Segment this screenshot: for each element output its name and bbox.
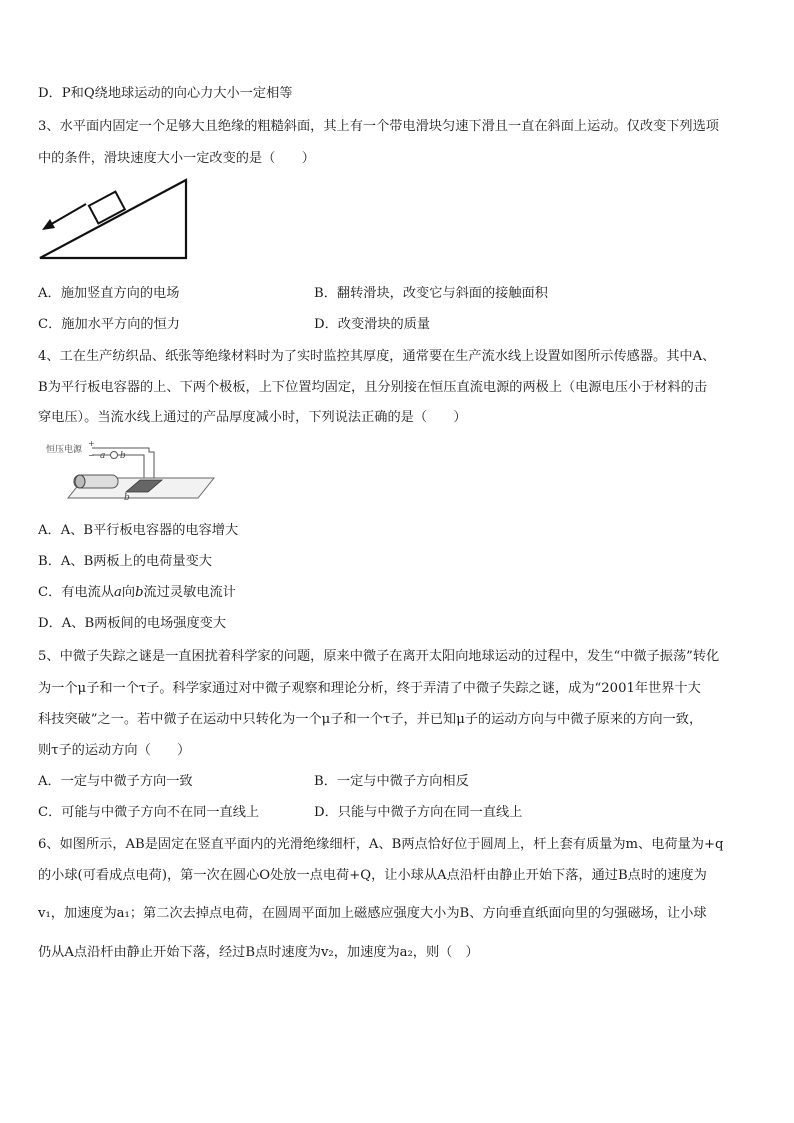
q4-stem-line2: B为平行板电容器的上、下两个极板，上下位置均固定，且分别接在恒压直流电源的两极上（电源电压小于材料的击 <box>38 380 708 395</box>
q5-option-a[interactable]: A．一定与中微子方向一致 <box>38 774 193 789</box>
q4-option-c-b: b <box>135 585 144 600</box>
q6-line1: 6、如图所示，AB是固定在竖直平面内的光滑绝缘细杆，A、B两点恰好位于圆周上，杆上套有质量为m、电荷量为+q <box>38 837 724 852</box>
q4-option-c[interactable] <box>38 581 236 600</box>
q2-option-d: D．P和Q绕地球运动的向心力大小一定相等 <box>38 86 293 101</box>
galvanometer-icon <box>111 452 118 459</box>
q6-line2: 的小球(可看成点电荷)，第一次在圆心O处放一点电荷+Q，让小球从A点沿杆由静止开始下落，通过B点时的速度为 <box>38 868 707 883</box>
q6-line3: v₁，加速度为a₁；第二次去掉点电荷，在圆周平面加上磁感应强度大小为B、方向垂直纸面向里的匀强磁场，让小球 <box>38 906 707 921</box>
figure-label-b: b <box>124 493 130 503</box>
q5-option-c[interactable]: C．可能与中微子方向不在同一直线上 <box>38 805 260 820</box>
q4-option-c-post: 流过灵敏电流计 <box>143 585 236 600</box>
incline-figure <box>38 176 190 260</box>
figure-label-b-top: b <box>120 451 126 461</box>
sensor-figure <box>44 440 220 504</box>
q5-stem-line2: 为一个μ子和一个τ子。科学家通过对中微子观察和理论分析，终于弄清了中微子失踪之谜，成为“2001年世界十大 <box>38 681 701 696</box>
q4-option-c-pre: C．有电流从 <box>38 585 115 600</box>
figure-label-a: a <box>100 451 106 461</box>
q5-stem-line3: 科技突破”之一。若中微子在运动中只转化为一个μ子和一个τ子，并已知μ子的运动方向与中微子原来的方向一致， <box>38 712 703 727</box>
q3-option-c[interactable]: C．施加水平方向的恒力 <box>38 317 180 332</box>
q6-line4: 仍从A点沿杆由静止开始下落，经过B点时速度为v₂，加速度为a₂，则（ ） <box>38 945 479 960</box>
q5-stem-line4: 则τ子的运动方向（ ） <box>38 743 191 758</box>
q3-option-d[interactable]: D．改变滑块的质量 <box>314 317 431 332</box>
q3-option-b[interactable]: B．翻转滑块，改变它与斜面的接触面积 <box>314 286 548 301</box>
q4-option-d[interactable]: D．A、B两板间的电场强度变大 <box>38 616 227 631</box>
q5-option-b[interactable]: B．一定与中微子方向相反 <box>314 774 469 789</box>
plus-sign: + <box>88 440 95 448</box>
q4-option-c-mid: 向 <box>121 585 136 600</box>
minus-sign: − <box>88 451 95 460</box>
power-source-label: 恒压电源 <box>46 445 83 455</box>
q3-stem-line2: 中的条件，滑块速度大小一定改变的是（ ） <box>38 151 315 166</box>
q3-option-a[interactable]: A．施加竖直方向的电场 <box>38 286 180 301</box>
roller-end <box>75 475 85 488</box>
q4-option-c-a: a <box>114 585 122 600</box>
q3-stem-line1: 3、水平面内固定一个足够大且绝缘的粗糙斜面，其上有一个带电滑块匀速下滑且一直在斜面上运动。仅改变下列选项 <box>38 119 719 134</box>
slide-arrow-head <box>42 219 55 230</box>
q4-option-a[interactable]: A．A、B平行板电容器的电容增大 <box>38 523 239 538</box>
q4-stem-line1: 4、工在生产纺织品、纸张等绝缘材料时为了实时监控其厚度，通常要在生产流水线上设置如图所示传感器。其中A、 <box>38 349 716 364</box>
q5-option-d[interactable]: D．只能与中微子方向在同一直线上 <box>314 805 523 820</box>
q4-option-b[interactable]: B．A、B两板上的电荷量变大 <box>38 554 212 569</box>
q5-stem-line1: 5、中微子失踪之谜是一直困扰着科学家的问题，原来中微子在离开太阳向地球运动的过程中，发生“中微子振荡”转化 <box>38 649 720 664</box>
q4-stem-line3: 穿电压）。当流水线上通过的产品厚度减小时，下列说法正确的是（ ） <box>38 410 467 425</box>
slider-block <box>89 192 125 224</box>
slide-arrow <box>48 204 86 226</box>
